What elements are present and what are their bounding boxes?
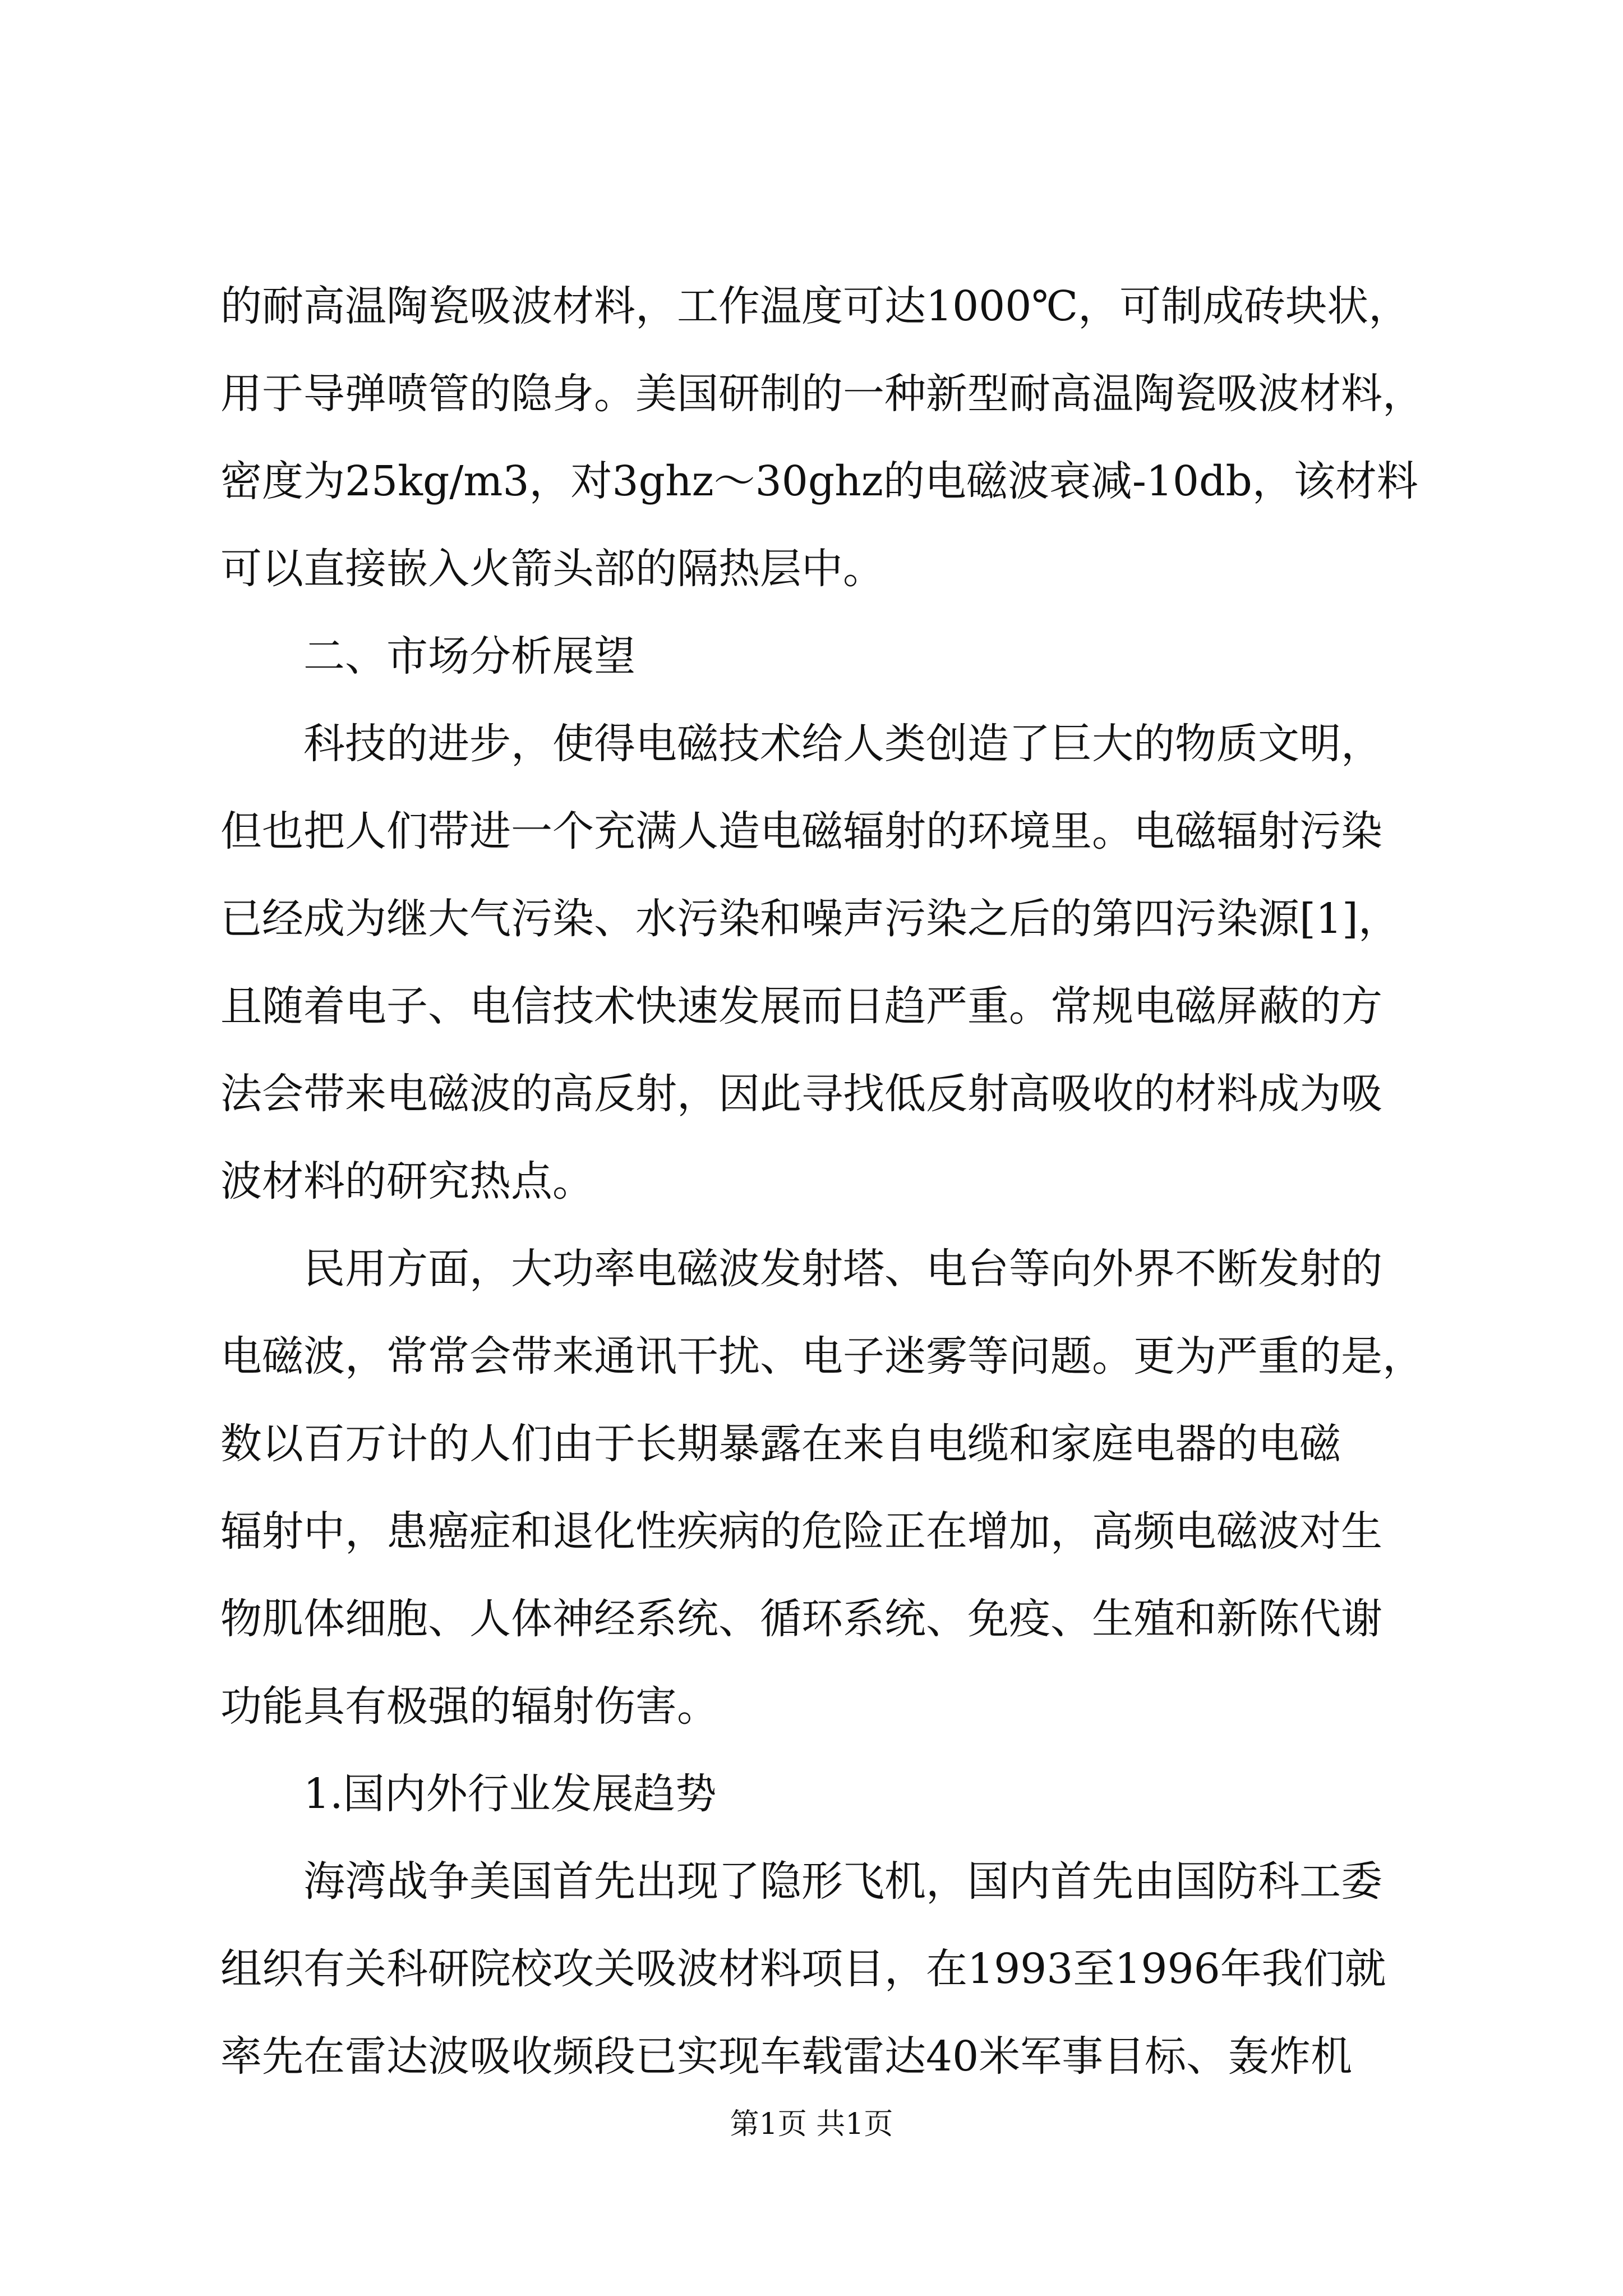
text-line: 辐射中，患癌症和退化性疾病的危险正在增加，高频电磁波对生 [220,1507,1382,1556]
text-line: 功能具有极强的辐射伤害。 [220,1682,718,1731]
text-line: 波材料的研究热点。 [220,1157,594,1205]
text-line: 密度为25kg/m3，对3ghz～30ghz的电磁波衰减-10db，该材料 [220,457,1418,505]
text-line: 电磁波，常常会带来通讯干扰、电子迷雾等问题。更为严重的是， [220,1332,1424,1381]
text-line: 组织有关科研院校攻关吸波材料项目，在1993至1996年我们就 [220,1945,1386,1993]
text-line: 但也把人们带进一个充满人造电磁辐射的环境里。电磁辐射污染 [220,807,1382,855]
text-line: 且随着电子、电信技术快速发展而日趋严重。常规电磁屏蔽的方 [220,982,1382,1030]
text-line: 的耐高温陶瓷吸波材料，工作温度可达1000℃，可制成砖块状， [220,282,1410,330]
text-line: 已经成为继大气污染、水污染和噪声污染之后的第四污染源[1]， [220,895,1400,943]
text-line: 物肌体细胞、人体神经系统、循环系统、免疫、生殖和新陈代谢 [220,1595,1382,1643]
subsection-heading: 1.国内外行业发展趋势 [303,1770,717,1818]
text-line: 法会带来电磁波的高反射，因此寻找低反射高吸收的材料成为吸 [220,1070,1382,1118]
text-line: 科技的进步，使得电磁技术给人类创造了巨大的物质文明， [303,720,1382,768]
text-line: 用于导弹喷管的隐身。美国研制的一种新型耐高温陶瓷吸波材料， [220,370,1424,418]
page-number-footer: 第1页 共1页 [730,2108,893,2141]
text-line: 民用方面，大功率电磁波发射塔、电台等向外界不断发射的 [303,1245,1382,1293]
text-line: 率先在雷达波吸收频段已实现车载雷达40米军事目标、轰炸机 [220,2032,1353,2081]
document-body [220,263,1482,2100]
text-line: 数以百万计的人们由于长期暴露在来自电缆和家庭电器的电磁 [220,1420,1341,1468]
text-line: 海湾战争美国首先出现了隐形飞机，国内首先由国防科工委 [303,1857,1382,1906]
section-heading: 二、市场分析展望 [303,632,635,680]
text-line: 可以直接嵌入火箭头部的隔热层中。 [220,545,884,593]
